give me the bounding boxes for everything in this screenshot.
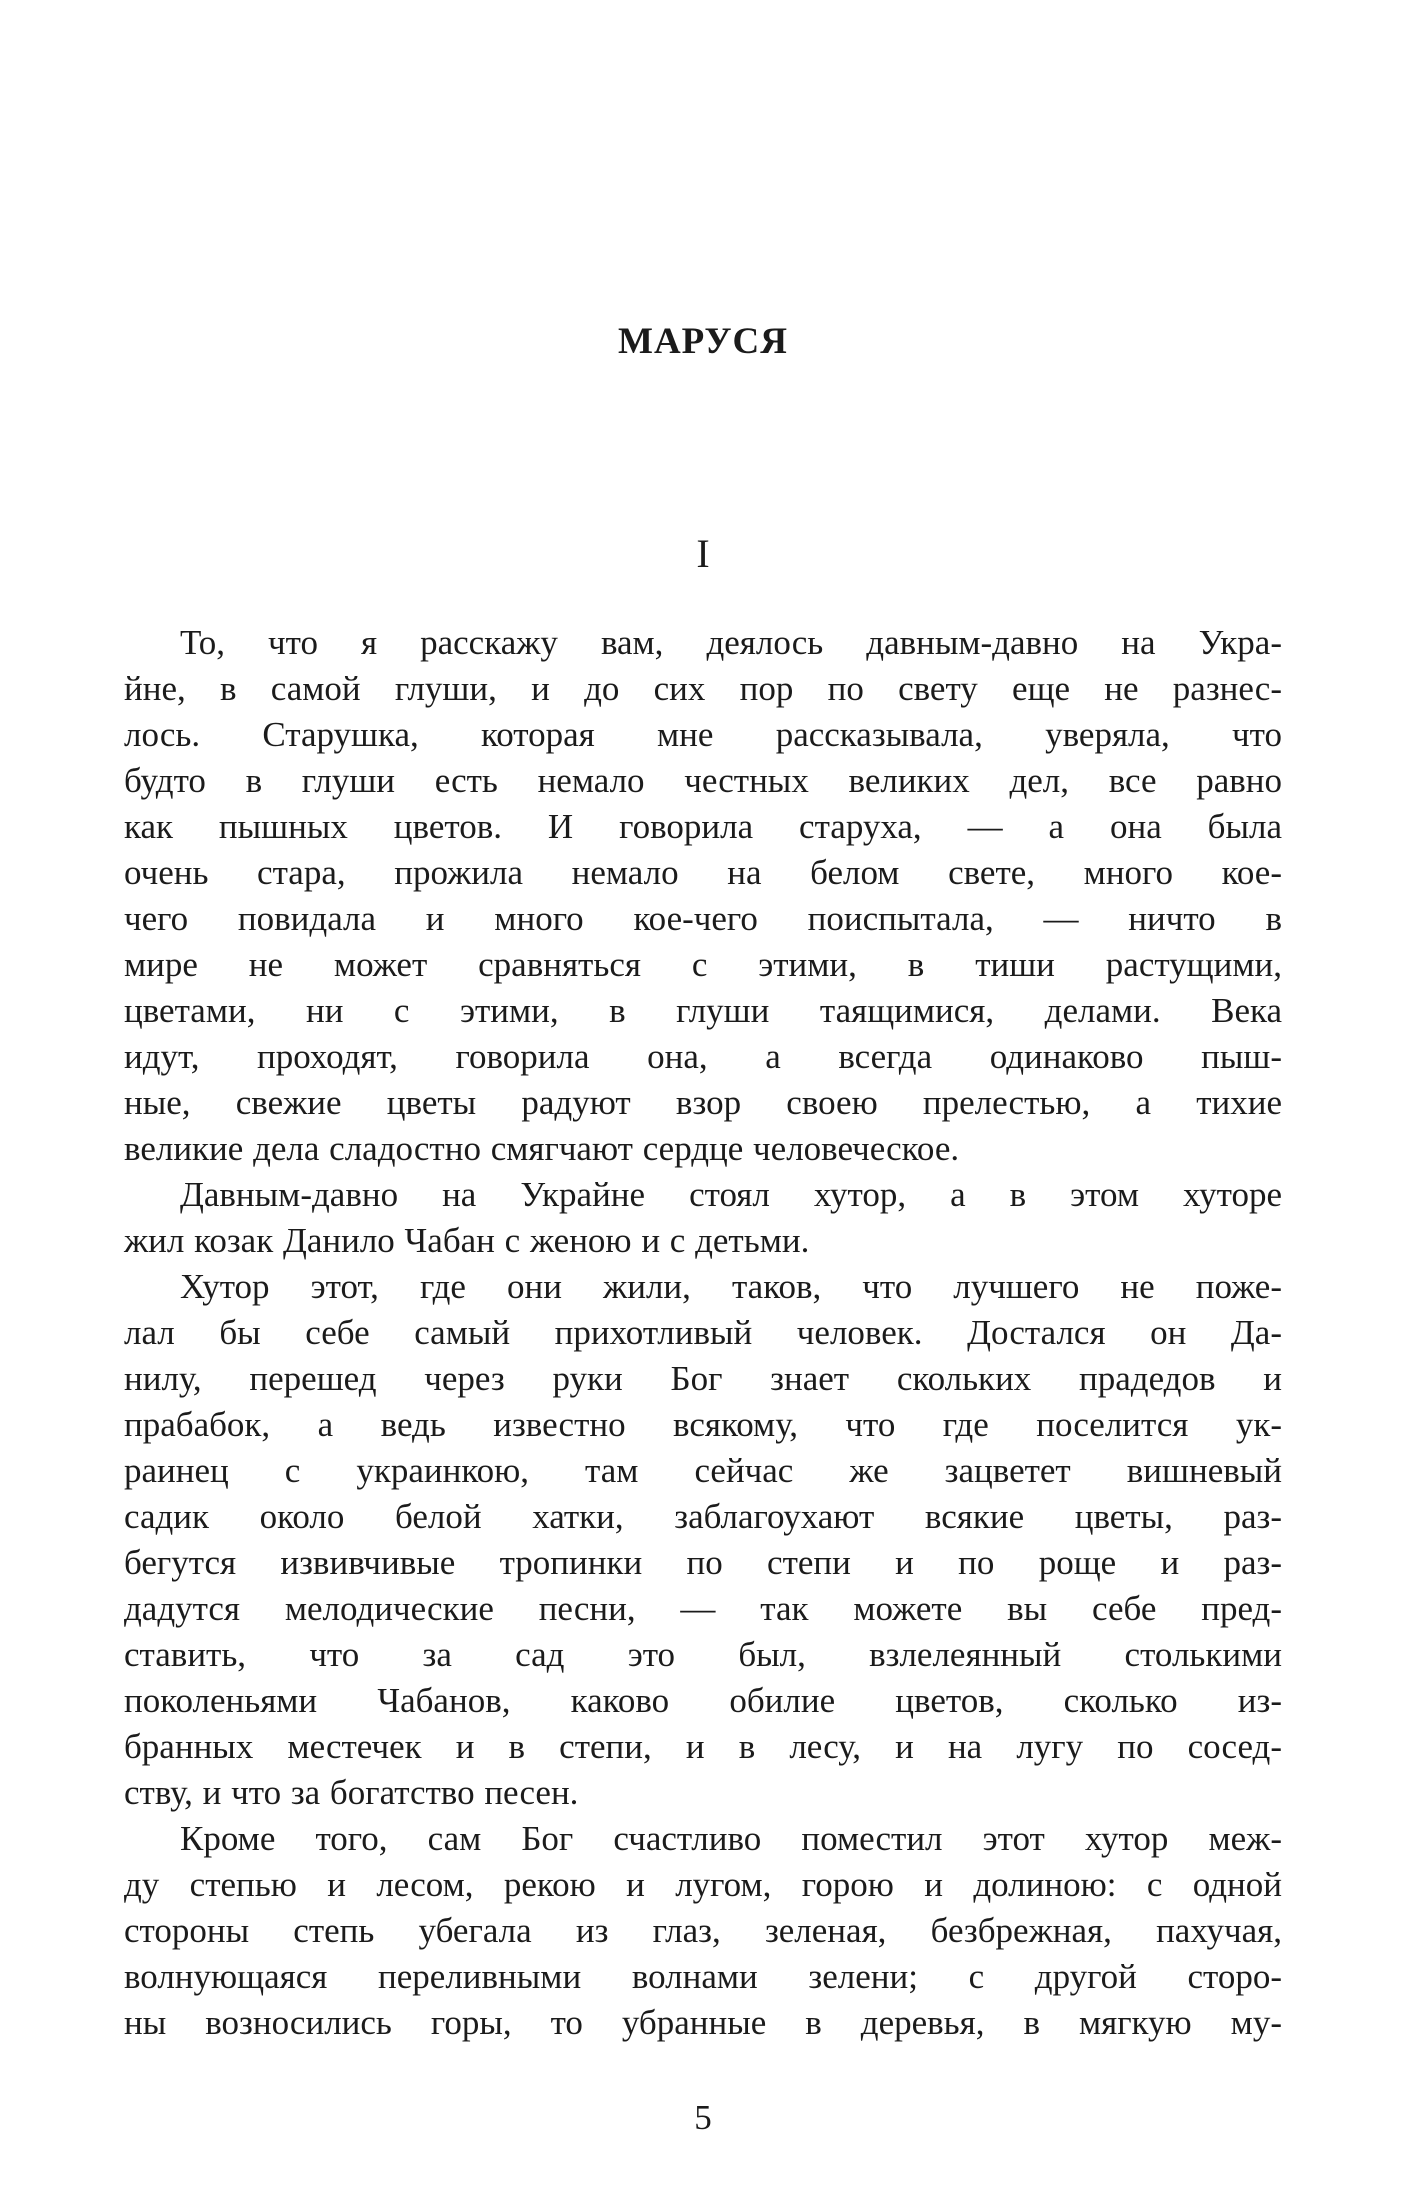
- text-line: ду степью и лесом, рекою и лугом, горою и долиною: с одной: [124, 1865, 1282, 1904]
- text-line: То, что я расскажу вам, деялось давным-давно на Укра-: [180, 623, 1282, 662]
- text-line: стороны степь убегала из глаз, зеленая, безбрежная, пахучая,: [124, 1911, 1282, 1950]
- text-line: как пышных цветов. И говорила старуха, — а она была: [124, 807, 1282, 846]
- text-line: цветами, ни с этими, в глуши таящимися, делами. Века: [124, 991, 1282, 1030]
- text-line: раинец с украинкою, там сейчас же зацветет вишневый: [124, 1451, 1282, 1490]
- text-line: нилу, перешед через руки Бог знает скольких прадедов и: [124, 1359, 1282, 1398]
- text-line: чего повидала и много кое-чего поиспытала, — ничто в: [124, 899, 1282, 938]
- text-line: прабабок, а ведь известно всякому, что где поселится ук-: [124, 1405, 1282, 1444]
- text-line: очень стара, прожила немало на белом свете, много кое-: [124, 853, 1282, 892]
- text-line: дадутся мелодические песни, — так можете вы себе пред-: [124, 1589, 1282, 1628]
- text-line: ные, свежие цветы радуют взор своею прелестью, а тихие: [124, 1083, 1282, 1122]
- text-line: поколеньями Чабанов, каково обилие цветов, сколько из-: [124, 1681, 1282, 1720]
- paragraph: [124, 620, 1282, 1172]
- text-line: великие дела сладостно смягчают сердце человеческое.: [124, 1129, 960, 1168]
- text-line: лал бы себе самый прихотливый человек. Достался он Да-: [124, 1313, 1282, 1352]
- page-number: 5: [694, 2098, 712, 2137]
- text-line: идут, проходят, говорила она, а всегда одинаково пыш-: [124, 1037, 1282, 1076]
- text-line: мире не может сравняться с этими, в тиши растущими,: [124, 945, 1282, 984]
- text-line: будто в глуши есть немало честных великих дел, все равно: [124, 761, 1282, 800]
- text-line: Давным-давно на Украйне стоял хутор, а в этом хуторе: [180, 1175, 1282, 1214]
- text-line: йне, в самой глуши, и до сих пор по свету еще не разнес-: [124, 669, 1282, 708]
- text-line: ставить, что за сад это был, взлелеянный столькими: [124, 1635, 1282, 1674]
- paragraph: [124, 1264, 1282, 1816]
- text-body: [124, 620, 1282, 2046]
- text-line: ны возносились горы, то убранные в деревья, в мягкую му-: [124, 2003, 1282, 2042]
- paragraph: [124, 1816, 1282, 2046]
- text-line: ству, и что за богатство песен.: [124, 1773, 579, 1812]
- text-line: садик около белой хатки, заблагоухают всякие цветы, раз-: [124, 1497, 1282, 1536]
- text-line: жил козак Данило Чабан с женою и с детьми.: [124, 1221, 810, 1260]
- text-line: бегутся извивчивые тропинки по степи и по роще и раз-: [124, 1543, 1282, 1582]
- section-number: I: [696, 531, 710, 576]
- text-line: бранных местечек и в степи, и в лесу, и на лугу по сосед-: [124, 1727, 1282, 1766]
- text-line: Кроме того, сам Бог счастливо поместил этот хутор меж-: [180, 1819, 1282, 1858]
- text-line: Хутор этот, где они жили, таков, что лучшего не поже-: [180, 1267, 1282, 1306]
- text-line: лось. Старушка, которая мне рассказывала, уверяла, что: [124, 715, 1282, 754]
- text-line: волнующаяся переливными волнами зелени; с другой сторо-: [124, 1957, 1282, 1996]
- page-title: МАРУСЯ: [618, 321, 788, 362]
- paragraph: [124, 1172, 1282, 1264]
